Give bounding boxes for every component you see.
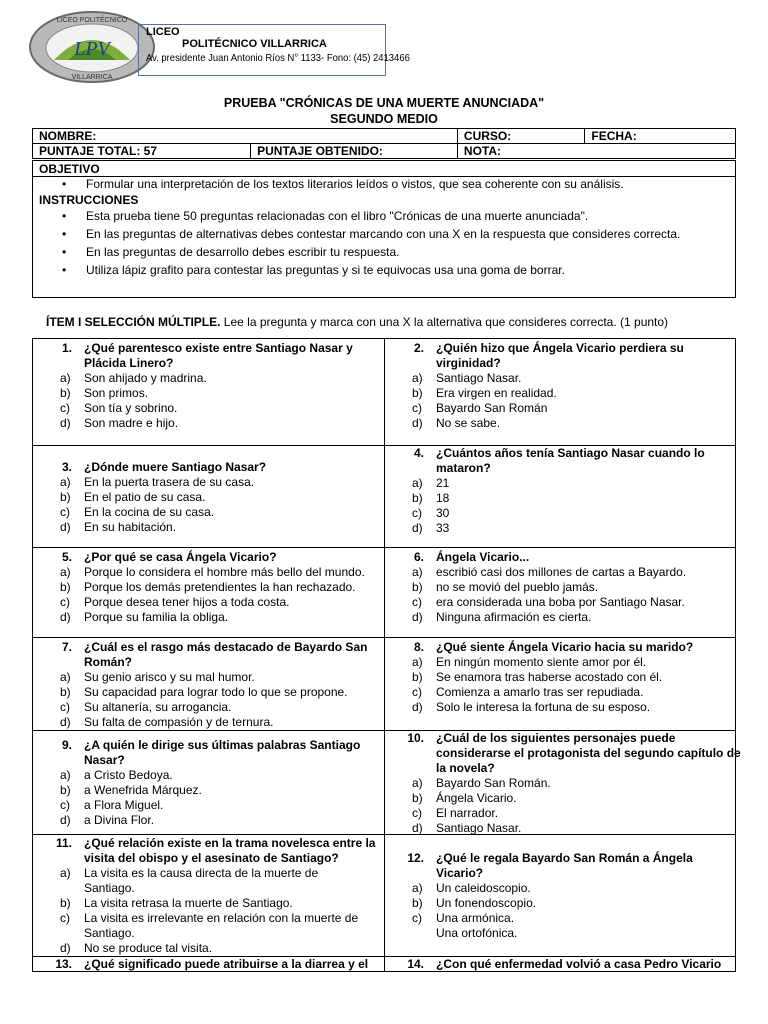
- objetivo-heading: OBJETIVO: [39, 162, 100, 176]
- question-number: 7.: [61, 640, 72, 654]
- question-number: 2.: [413, 341, 424, 355]
- question-text: ¿Qué significado puede atribuirse a la diarrea y el: [84, 957, 369, 971]
- option-d[interactable]: Una ortofónica.: [436, 926, 518, 940]
- column-divider: [384, 338, 385, 972]
- question-number: 8.: [413, 640, 424, 654]
- question-text: ¿Qué le regala Bayardo San Román a Ángela Vicario?: [436, 851, 693, 880]
- student-info-table: [32, 128, 736, 159]
- question-number: 3.: [61, 460, 72, 474]
- question-text: ¿Cuál de los siguientes personajes puede considerarse el protagonista del segundo capítulo de la novela?: [436, 731, 741, 775]
- question-number: 6.: [413, 550, 424, 564]
- school-line2: POLITÉCNICO VILLARRICA: [182, 38, 327, 50]
- question-text: ¿Qué siente Ángela Vicario hacia su marido?: [436, 640, 694, 654]
- nombre-field[interactable]: NOMBRE:: [33, 129, 458, 144]
- item-heading: [46, 315, 668, 329]
- question-text: ¿Cuántos años tenía Santiago Nasar cuando lo mataron?: [436, 446, 705, 475]
- question-number: 10.: [407, 731, 424, 745]
- school-logo: [28, 10, 156, 84]
- puntaje-obtenido-field[interactable]: PUNTAJE OBTENIDO:: [251, 144, 458, 159]
- question-text: ¿Dónde muere Santiago Nasar?: [84, 460, 267, 474]
- logo-initials: LPV: [74, 38, 110, 60]
- curso-field[interactable]: CURSO:: [457, 129, 584, 144]
- nota-field[interactable]: NOTA:: [457, 144, 735, 159]
- question-number: 9.: [61, 738, 72, 752]
- fecha-field[interactable]: FECHA:: [585, 129, 736, 144]
- row-divider: [32, 547, 736, 548]
- question-text: Ángela Vicario...: [436, 550, 530, 564]
- question-number: 1.: [61, 341, 72, 355]
- option-c-wrap: Santiago.: [84, 926, 135, 940]
- row-divider: [32, 637, 736, 638]
- question-number: 4.: [413, 446, 424, 460]
- question-text: ¿Con qué enfermedad volvió a casa Pedro Vicario: [436, 957, 722, 971]
- question-text: ¿A quién le dirige sus últimas palabras Santiago Nasar?: [84, 738, 361, 767]
- exam-title: PRUEBA "CRÓNICAS DE UNA MUERTE ANUNCIADA": [223, 96, 545, 110]
- logo-text-top: LICEO POLITÉCNICO: [56, 17, 128, 24]
- question-text: ¿Cuál es el rasgo más destacado de Bayardo San Román?: [84, 640, 368, 669]
- question-text: ¿Qué relación existe en la trama novelesca entre la visita del obispo y el asesinato de Santiago?: [84, 836, 376, 865]
- exam-subtitle: SEGUNDO MEDIO: [330, 112, 438, 126]
- question-text: ¿Por qué se casa Ángela Vicario?: [84, 550, 277, 564]
- question-number: 5.: [61, 550, 72, 564]
- row-divider: [32, 834, 736, 835]
- item-instruction: Lee la pregunta y marca con una X la alternativa que consideres correcta. (1 punto): [223, 315, 669, 329]
- puntaje-total: PUNTAJE TOTAL: 57: [33, 144, 251, 159]
- option-a-wrap: Santiago.: [84, 881, 135, 895]
- question-number: 13.: [55, 957, 72, 971]
- question-number: 12.: [407, 851, 424, 865]
- logo-text-bottom: VILLARRICA: [71, 74, 113, 81]
- question-text: ¿Quién hizo que Ángela Vicario perdiera su virginidad?: [436, 341, 684, 370]
- school-address: Av. presidente Juan Antonio Ríos N° 1133- Fono: (45) 2413466: [146, 52, 410, 64]
- question-number: 14.: [407, 957, 424, 971]
- question-number: 11.: [55, 836, 72, 850]
- item-label: ÍTEM I SELECCIÓN MÚLTIPLE.: [46, 315, 221, 329]
- question-text: ¿Qué parentesco existe entre Santiago Nasar y Plácida Linero?: [84, 341, 353, 370]
- school-line1: LICEO: [146, 26, 180, 38]
- instrucciones-heading: INSTRUCCIONES: [39, 193, 139, 207]
